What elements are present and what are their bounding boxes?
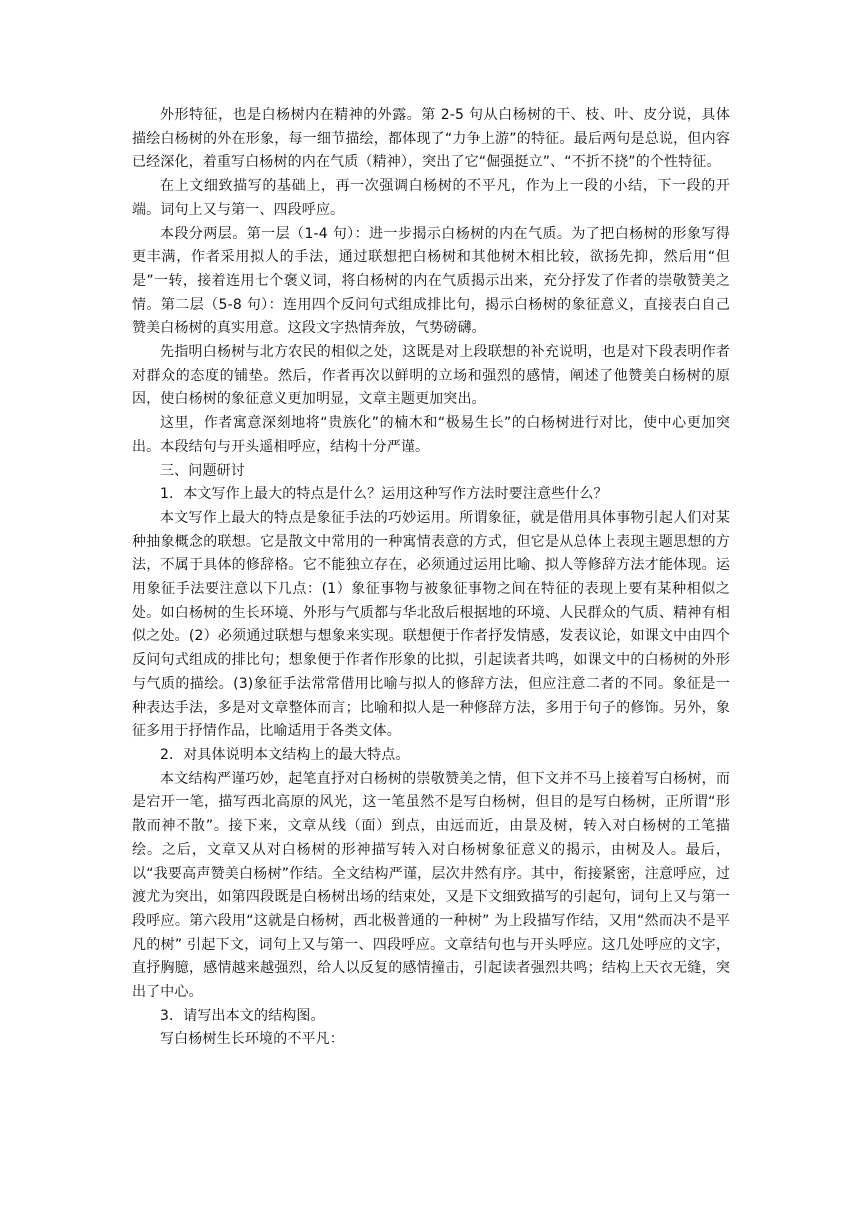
paragraph-1: 外形特征，也是白杨树内在精神的外露。第 2-5 句从白杨树的干、枝、叶、皮分说，具体描绘白杨树的外在形象，每一细节描绘，都体现了“力争上游”的特征。最后两句是总说，但内容已经深化，着重写白杨树的内在气质（精神），突出了它“倔强挺立”、“不折不挠”的个性特征。: [132, 107, 730, 171]
structure-line-1: 写白杨树生长环境的不平凡：: [160, 1031, 344, 1048]
document-body: [132, 104, 730, 1052]
question-3: 3．请写出本文的结构图。: [160, 1007, 325, 1024]
paragraph-3: 本段分两层。第一层（1-4 句）：进一步揭示白杨树的内在气质。为了把白杨树的形象写得更丰满，作者采用拟人的手法，通过联想把白杨树和其他树木相比较，欲扬先抑，然后用“但是”一转，接着连用七个褒义词，将白杨树的内在气质揭示出来，充分抒发了作者的崇敬赞美之情。第二层（5-8 句）：连用四个反问句式组成排比句，揭示白杨树的象征意义，直接表白自己赞美白杨树的真实用意。这段文字热情奔放，气势磅礴。: [132, 225, 730, 337]
section-heading-problem-discussion: 三、问题研讨: [160, 462, 245, 479]
answer-2: 本文结构严谨巧妙，起笔直抒对白杨树的崇敬赞美之情，但下文并不马上接着写白杨树，而是宕开一笔，描写西北高原的风光，这一笔虽然不是写白杨树，但目的是写白杨树，正所谓“形散而神不散”。接下来，文章从线（面）到点，由远而近，由景及树，转入对白杨树的工笔描绘。之后，文章又从对白杨树的形神描写转入对白杨树象征意义的揭示，由树及人。最后，以“我要高声赞美白杨树”作结。全文结构严谨，层次井然有序。其中，衔接紧密，注意呼应，过渡尤为突出，如第四段既是白杨树出场的结束处，又是下文细致描写的引起句，词句上又与第一段呼应。第六段用“这就是白杨树，西北极普通的一种树” 为上段描写作结，又用“然而决不是平凡的树” 引起下文，词句上又与第一、四段呼应。文章结句也与开头呼应。这几处呼应的文字，直抒胸臆，感情越来越强烈，给人以反复的感情撞击，引起读者强烈共鸣；结构上天衣无缝，突出了中心。: [132, 770, 730, 1001]
answer-1: 本文写作上最大的特点是象征手法的巧妙运用。所谓象征，就是借用具体事物引起人们对某种抽象概念的联想。它是散文中常用的一种寓情表意的方式，但它是从总体上表现主题思想的方法，不属于具体的修辞格。它不能独立存在，必须通过运用比喻、拟人等修辞方法才能体现。运用象征手法要注意以下几点：(1）象征事物与被象征事物之间在特征的表现上要有某种相似之处。如白杨树的生长环境、外形与气质都与华北敌后根据地的环境、人民群众的气质、精神有相似之处。(2）必须通过联想与想象来实现。联想便于作者抒发情感，发表议论，如课文中由四个反问句式组成的排比句；想象便于作者作形象的比拟，引起读者共鸣，如课文中的白杨树的外形与气质的描绘。(3)象征手法常常借用比喻与拟人的修辞方法，但应注意二者的不同。象征是一种表达手法，多是对文章整体而言；比喻和拟人是一种修辞方法，多用于句子的修饰。另外，象征多用于抒情作品，比喻适用于各类文体。: [132, 509, 730, 740]
question-2: 2．对具体说明本文结构上的最大特点。: [160, 746, 410, 763]
paragraph-2: 在上文细致描写的基础上，再一次强调白杨树的不平凡，作为上一段的小结，下一段的开端。词句上又与第一、四段呼应。: [132, 178, 730, 218]
paragraph-5: 这里，作者寓意深刻地将“贵族化”的楠木和“极易生长”的白杨树进行对比，使中心更加突出。本段结句与开头遥相呼应，结构十分严谨。: [132, 415, 730, 455]
paragraph-4: 先指明白杨树与北方农民的相似之处，这既是对上段联想的补充说明，也是对下段表明作者对群众的态度的铺垫。然后，作者再次以鲜明的立场和强烈的感情，阐述了他赞美白杨树的原因，使白杨树的象征意义更加明显，文章主题更加突出。: [132, 344, 730, 408]
question-1: 1．本文写作上最大的特点是什么？运用这种写作方法时要注意些什么？: [160, 486, 608, 503]
